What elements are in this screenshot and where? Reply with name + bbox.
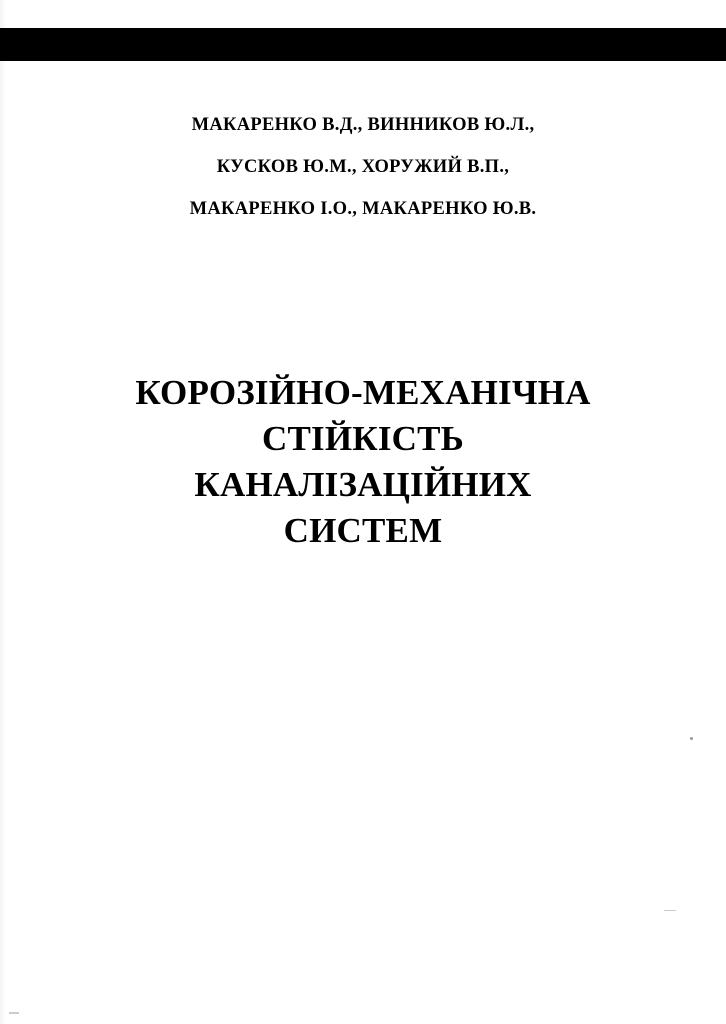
scan-speck-icon bbox=[9, 1012, 19, 1014]
scan-speck-icon bbox=[664, 910, 676, 911]
author-line-3: МАКАРЕНКО І.О., МАКАРЕНКО Ю.В. bbox=[189, 199, 537, 219]
author-block bbox=[0, 104, 726, 230]
title-line-4: СИСТЕМ bbox=[283, 511, 443, 550]
author-line-1: МАКАРЕНКО В.Д., ВИННИКОВ Ю.Л., bbox=[191, 115, 535, 135]
author-line-2: КУСКОВ Ю.М., ХОРУЖИЙ В.П., bbox=[216, 157, 510, 177]
scan-black-bar bbox=[0, 28, 726, 61]
scan-speck-icon bbox=[690, 737, 693, 740]
title-line-2: СТІЙКІСТЬ bbox=[261, 419, 465, 458]
page-title bbox=[0, 370, 726, 554]
title-line-1: КОРОЗІЙНО-МЕХАНІЧНА bbox=[135, 373, 591, 412]
title-line-3: КАНАЛІЗАЦІЙНИХ bbox=[194, 465, 532, 504]
